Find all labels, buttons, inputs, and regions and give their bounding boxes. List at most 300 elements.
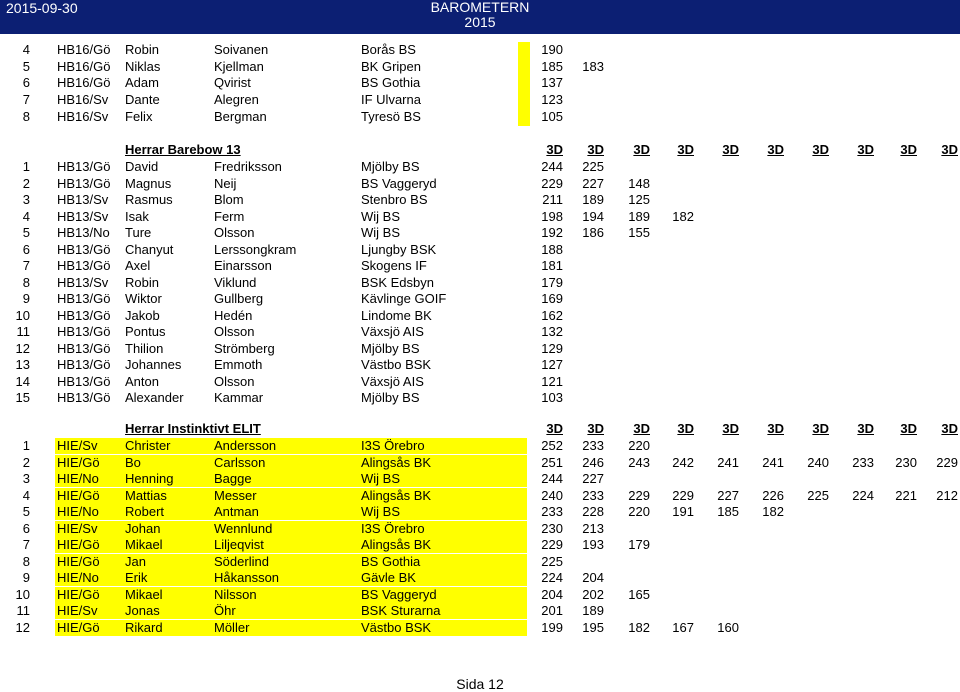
table-row (0, 324, 960, 340)
score-cell: 233 (582, 438, 604, 453)
score-cell: 194 (582, 208, 604, 224)
last-name: Antman (214, 504, 259, 519)
rank-number: 4 (22, 487, 30, 503)
club-name: IF Ulvarna (361, 92, 421, 108)
table-row (0, 92, 960, 108)
first-name: Jonas (125, 603, 160, 618)
score-cell: 230 (895, 454, 917, 470)
class-code: HIE/Sv (57, 603, 98, 618)
club-name: BK Gripen (361, 58, 421, 74)
rank-number: 10 (15, 586, 30, 602)
club-name: Wij BS (361, 471, 400, 486)
first-name: Wiktor (125, 291, 162, 306)
last-name: Qvirist (214, 75, 251, 91)
club-name: Västbo BSK (361, 357, 432, 372)
first-name: Johan (125, 520, 161, 536)
table-row (0, 176, 960, 192)
rank-number: 8 (22, 274, 30, 290)
last-name: Bagge (214, 471, 252, 486)
score-cell: 155 (628, 225, 650, 240)
class-code: HB13/Gö (57, 340, 111, 356)
class-code: HB13/Gö (57, 291, 111, 306)
column-header: 3D (812, 142, 829, 157)
column-header: 3D (941, 421, 958, 436)
rank-number: 15 (15, 390, 30, 405)
score-cell: 160 (717, 619, 739, 635)
score-cell: 228 (582, 504, 604, 519)
club-name: Kävlinge GOIF (361, 291, 447, 306)
score-cell: 227 (717, 487, 739, 503)
table-row (0, 537, 960, 553)
score-cell: 199 (541, 619, 563, 635)
class-code: HB16/Gö (57, 58, 111, 74)
first-name: Robin (125, 42, 159, 57)
score-cell: 129 (541, 340, 563, 356)
first-name: Magnus (125, 175, 172, 191)
score-cell: 246 (582, 454, 604, 470)
first-name: Alexander (125, 390, 184, 405)
column-header: 3D (677, 142, 694, 157)
first-name: Anton (125, 373, 159, 389)
club-name: I3S Örebro (361, 438, 425, 453)
rank-number: 8 (22, 108, 30, 124)
club-name: Borås BS (361, 42, 416, 57)
last-name: Soivanen (214, 42, 269, 57)
last-name: Gullberg (214, 291, 264, 306)
column-header: 3D (941, 142, 958, 157)
score-cell: 123 (541, 92, 563, 108)
club-name: BS Gothia (361, 553, 421, 569)
last-name: Strömberg (214, 340, 275, 356)
column-header: 3D (767, 142, 784, 157)
table-row (0, 275, 960, 291)
rank-number: 5 (22, 58, 30, 74)
last-name: Messer (214, 487, 257, 503)
table-row (0, 242, 960, 258)
column-header: 3D (812, 421, 829, 436)
class-code: HIE/Gö (57, 487, 100, 503)
first-name: Mattias (125, 487, 167, 503)
score-cell: 137 (541, 75, 563, 91)
rank-number: 9 (22, 291, 30, 306)
last-name: Carlsson (214, 454, 266, 470)
class-code: HB13/No (57, 225, 110, 240)
rank-number: 14 (15, 373, 30, 389)
table-row (0, 291, 960, 307)
first-name: Jan (125, 553, 146, 569)
score-cell: 189 (582, 192, 604, 207)
score-cell: 229 (936, 454, 958, 470)
score-cell: 243 (628, 454, 650, 470)
table-row (0, 603, 960, 619)
last-name: Olsson (214, 324, 255, 339)
score-cell: 202 (582, 586, 604, 602)
score-cell: 165 (628, 586, 650, 602)
table-row (0, 471, 960, 487)
rank-number: 4 (22, 208, 30, 224)
score-cell: 233 (582, 487, 604, 503)
class-code: HIE/Gö (57, 586, 100, 602)
score-cell: 251 (541, 454, 563, 470)
rank-number: 12 (15, 619, 30, 635)
club-name: Skogens IF (361, 258, 427, 273)
rank-number: 3 (22, 471, 30, 486)
score-cell: 189 (582, 603, 604, 618)
column-header: 3D (677, 421, 694, 436)
first-name: Bo (125, 454, 141, 470)
table-row (0, 357, 960, 373)
rank-number: 12 (15, 340, 30, 356)
table-row (0, 554, 960, 570)
last-name: Alegren (214, 92, 259, 108)
score-cell: 221 (895, 487, 917, 503)
first-name: Adam (125, 75, 159, 91)
page-footer: Sida 12 (456, 676, 504, 692)
column-header: 3D (722, 142, 739, 157)
score-cell: 121 (541, 373, 563, 389)
score-cell: 204 (582, 570, 604, 585)
class-code: HIE/Gö (57, 619, 100, 635)
first-name: Robert (125, 504, 165, 519)
first-name: Felix (125, 108, 153, 124)
class-code: HB13/Sv (57, 274, 109, 290)
class-code: HB13/Gö (57, 324, 111, 339)
score-cell: 211 (542, 192, 563, 207)
header-date: 2015-09-30 (6, 0, 78, 16)
score-cell: 212 (936, 487, 958, 503)
rank-number: 5 (22, 225, 30, 240)
score-cell: 183 (582, 58, 604, 74)
score-cell: 185 (717, 504, 739, 519)
score-cell: 185 (541, 58, 563, 74)
rank-number: 7 (22, 258, 30, 273)
table-row (0, 488, 960, 504)
table-row (0, 504, 960, 520)
class-code: HB13/Gö (57, 159, 111, 174)
rank-number: 11 (16, 324, 30, 339)
table-row (0, 258, 960, 274)
score-cell: 244 (541, 159, 563, 174)
class-code: HB16/Gö (57, 75, 111, 91)
first-name: Isak (125, 208, 149, 224)
club-name: Wij BS (361, 504, 400, 519)
last-name: Lerssongkram (214, 241, 297, 257)
section-header (0, 142, 960, 158)
column-header: 3D (633, 142, 650, 157)
score-cell: 192 (541, 225, 563, 240)
club-name: Mjölby BS (361, 159, 420, 174)
table-row (0, 59, 960, 75)
class-code: HIE/No (57, 471, 99, 486)
rank-number: 6 (22, 241, 30, 257)
score-cell: 169 (541, 291, 563, 306)
score-cell: 103 (541, 390, 563, 405)
club-name: Västbo BSK (361, 619, 432, 635)
club-name: Mjölby BS (361, 390, 420, 405)
rank-number: 6 (22, 520, 30, 536)
first-name: Dante (125, 92, 160, 108)
score-cell: 182 (628, 619, 650, 635)
page-header (0, 0, 960, 34)
class-code: HB13/Gö (57, 357, 111, 372)
club-name: Tyresö BS (361, 108, 421, 124)
score-cell: 179 (541, 274, 563, 290)
first-name: Robin (125, 274, 159, 290)
table-row (0, 587, 960, 603)
table-row (0, 192, 960, 208)
score-cell: 229 (541, 537, 563, 552)
score-cell: 225 (807, 487, 829, 503)
column-header: 3D (900, 421, 917, 436)
table-row (0, 620, 960, 636)
table-row (0, 390, 960, 406)
table-row (0, 109, 960, 125)
first-name: Johannes (125, 357, 182, 372)
class-code: HB16/Sv (57, 108, 109, 124)
table-row (0, 225, 960, 241)
club-name: BS Vaggeryd (361, 175, 437, 191)
last-name: Nilsson (214, 586, 257, 602)
last-name: Viklund (214, 274, 257, 290)
class-code: HIE/Gö (57, 553, 100, 569)
score-cell: 204 (541, 586, 563, 602)
section-header (0, 421, 960, 437)
score-cell: 241 (717, 454, 739, 470)
score-cell: 148 (628, 175, 650, 191)
first-name: Pontus (125, 324, 166, 339)
club-name: Wij BS (361, 225, 400, 240)
header-title (0, 0, 960, 30)
last-name: Håkansson (214, 570, 280, 585)
rank-number: 1 (22, 438, 30, 453)
score-cell: 229 (628, 487, 650, 503)
score-cell: 125 (628, 192, 650, 207)
score-cell: 167 (672, 619, 694, 635)
rank-number: 2 (22, 454, 30, 470)
score-cell: 220 (628, 504, 650, 519)
last-name: Fredriksson (214, 159, 282, 174)
table-row (0, 75, 960, 91)
rank-number: 2 (22, 175, 30, 191)
last-name: Wennlund (214, 520, 273, 536)
score-cell: 220 (628, 438, 650, 453)
rank-number: 7 (22, 537, 30, 552)
last-name: Kjellman (214, 58, 264, 74)
column-header: 3D (587, 142, 604, 157)
score-cell: 225 (541, 553, 563, 569)
last-name: Andersson (214, 438, 277, 453)
score-cell: 229 (541, 175, 563, 191)
last-name: Kammar (214, 390, 264, 405)
class-code: HB13/Sv (57, 192, 109, 207)
rank-number: 9 (22, 570, 30, 585)
score-cell: 182 (672, 208, 694, 224)
class-code: HIE/Sv (57, 520, 98, 536)
score-cell: 226 (762, 487, 784, 503)
score-cell: 195 (582, 619, 604, 635)
column-header: 3D (546, 142, 563, 157)
first-name: Christer (125, 438, 171, 453)
score-cell: 224 (852, 487, 874, 503)
club-name: Gävle BK (361, 570, 416, 585)
score-cell: 182 (762, 504, 784, 519)
last-name: Söderlind (214, 553, 269, 569)
rank-number: 1 (22, 159, 30, 174)
score-cell: 189 (628, 208, 650, 224)
club-name: Alingsås BK (361, 454, 432, 470)
rank-number: 6 (22, 75, 30, 91)
score-cell: 213 (582, 520, 604, 536)
score-cell: 225 (582, 159, 604, 174)
first-name: Rikard (125, 619, 163, 635)
score-cell: 132 (541, 324, 563, 339)
rank-number: 8 (22, 553, 30, 569)
club-name: Wij BS (361, 208, 400, 224)
club-name: Stenbro BS (361, 192, 428, 207)
column-header: 3D (857, 421, 874, 436)
first-name: Rasmus (125, 192, 173, 207)
last-name: Liljeqvist (214, 537, 264, 552)
last-name: Ferm (214, 208, 245, 224)
score-cell: 162 (541, 307, 563, 323)
first-name: Jakob (125, 307, 160, 323)
rank-number: 13 (15, 357, 30, 372)
table-row (0, 455, 960, 471)
first-name: Mikael (125, 537, 163, 552)
score-cell: 252 (541, 438, 563, 453)
score-cell: 241 (762, 454, 784, 470)
class-code: HB13/Gö (57, 390, 111, 405)
first-name: Thilion (125, 340, 164, 356)
first-name: Axel (125, 258, 151, 273)
score-cell: 240 (807, 454, 829, 470)
first-name: Erik (125, 570, 148, 585)
club-name: BSK Sturarna (361, 603, 441, 618)
section-title: Herrar Instinktivt ELIT (125, 421, 261, 436)
last-name: Emmoth (214, 357, 263, 372)
score-cell: 193 (582, 537, 604, 552)
score-cell: 127 (541, 357, 563, 372)
class-code: HB13/Gö (57, 373, 111, 389)
rank-number: 5 (22, 504, 30, 519)
score-cell: 244 (541, 471, 563, 486)
class-code: HB16/Sv (57, 92, 109, 108)
column-header: 3D (587, 421, 604, 436)
column-header: 3D (900, 142, 917, 157)
class-code: HIE/No (57, 570, 99, 585)
club-name: Ljungby BSK (361, 241, 437, 257)
rank-number: 11 (16, 603, 30, 618)
score-cell: 227 (582, 175, 604, 191)
last-name: Olsson (214, 373, 255, 389)
header-title-line2: 2015 (464, 14, 496, 30)
score-cell: 201 (541, 603, 563, 618)
last-name: Bergman (214, 108, 267, 124)
class-code: HIE/Gö (57, 537, 100, 552)
club-name: Växsjö AIS (361, 373, 424, 389)
header-title-line1: BAROMETERN (430, 0, 530, 15)
club-name: Mjölby BS (361, 340, 420, 356)
class-code: HIE/Sv (57, 438, 98, 453)
table-row (0, 159, 960, 175)
score-cell: 181 (541, 258, 563, 273)
first-name: Ture (125, 225, 152, 240)
table-row (0, 570, 960, 586)
score-cell: 198 (541, 208, 563, 224)
first-name: Niklas (125, 58, 161, 74)
table-row (0, 308, 960, 324)
first-name: Henning (125, 471, 174, 486)
club-name: I3S Örebro (361, 520, 425, 536)
first-name: Mikael (125, 586, 163, 602)
score-cell: 229 (672, 487, 694, 503)
rank-number: 4 (22, 42, 30, 57)
score-cell: 105 (541, 108, 563, 124)
table-row (0, 438, 960, 454)
score-cell: 224 (541, 570, 563, 585)
last-name: Möller (214, 619, 250, 635)
section-title: Herrar Barebow 13 (125, 142, 241, 157)
class-code: HIE/No (57, 504, 99, 519)
score-cell: 233 (852, 454, 874, 470)
table-row (0, 209, 960, 225)
class-code: HB13/Gö (57, 241, 111, 257)
score-cell: 242 (672, 454, 694, 470)
score-cell: 186 (582, 225, 604, 240)
score-cell: 230 (541, 520, 563, 536)
class-code: HB13/Gö (57, 175, 111, 191)
last-name: Hedén (214, 307, 253, 323)
club-name: BSK Edsbyn (361, 274, 434, 290)
score-cell: 233 (541, 504, 563, 519)
club-name: BS Gothia (361, 75, 421, 91)
club-name: BS Vaggeryd (361, 586, 437, 602)
last-name: Einarsson (214, 258, 272, 273)
class-code: HB13/Gö (57, 258, 111, 273)
club-name: Växsjö AIS (361, 324, 424, 339)
club-name: Alingsås BK (361, 537, 432, 552)
score-cell: 240 (541, 487, 563, 503)
table-row (0, 42, 960, 58)
table-row (0, 341, 960, 357)
first-name: Chanyut (125, 241, 174, 257)
column-header: 3D (857, 142, 874, 157)
class-code: HIE/Gö (57, 454, 100, 470)
class-code: HB16/Gö (57, 42, 111, 57)
club-name: Alingsås BK (361, 487, 432, 503)
column-header: 3D (722, 421, 739, 436)
column-header: 3D (633, 421, 650, 436)
table-row (0, 521, 960, 537)
table-row (0, 374, 960, 390)
column-header: 3D (767, 421, 784, 436)
first-name: David (125, 159, 159, 174)
score-cell: 179 (628, 537, 650, 552)
rank-number: 10 (15, 307, 30, 323)
last-name: Neij (214, 175, 237, 191)
score-cell: 191 (672, 504, 694, 519)
last-name: Olsson (214, 225, 255, 240)
class-code: HB13/Sv (57, 208, 109, 224)
rank-number: 3 (22, 192, 30, 207)
last-name: Öhr (214, 603, 236, 618)
score-cell: 190 (541, 42, 563, 57)
rank-number: 7 (22, 92, 30, 108)
score-cell: 227 (582, 471, 604, 486)
last-name: Blom (214, 192, 244, 207)
class-code: HB13/Gö (57, 307, 111, 323)
club-name: Lindome BK (361, 307, 432, 323)
